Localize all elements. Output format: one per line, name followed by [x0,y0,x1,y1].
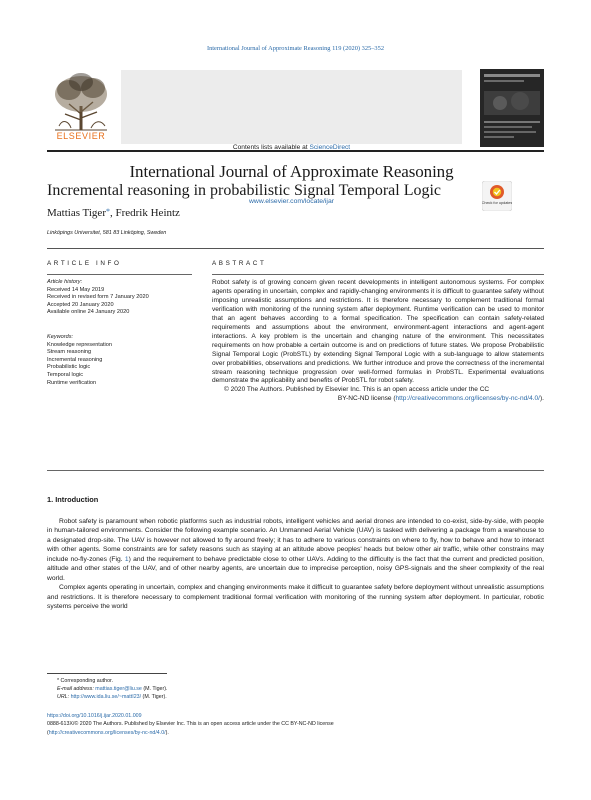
journal-url-link[interactable]: www.elsevier.com/locate/ijar [249,198,334,205]
history-item: Received 14 May 2019 [47,286,105,293]
author-separator: , [109,207,116,219]
doi-link[interactable]: https://doi.org/10.1016/j.ijar.2020.01.009 [47,713,142,719]
doi-license-link[interactable]: http://creativecommons.org/licenses/by-nc-nd/4.0/ [48,729,166,736]
abstract-license-line-2 [212,395,544,404]
license-link[interactable]: http://creativecommons.org/licenses/by-nc-nd/4.0/ [395,395,540,403]
article-history [47,279,197,317]
keyword-item: Stream reasoning [47,349,92,356]
keywords-label: Keywords: [47,334,74,340]
paragraph-text: ) and the requirement to behave predictable close to other UAVs. Adding to the difficulty is the fact that the current and predicted position, altitude and other states of the UAV, and of other nearby agents, are uncertain due to imprecise perception, noisy GPS-signals and the sheer complexity of the real world. [47,555,544,582]
figure-reference-link[interactable]: 1 [124,555,129,563]
footnote-corresponding [47,677,544,685]
license-prefix: BY-NC-ND license ( [337,395,396,403]
footnote-url [47,693,544,701]
abstract-body [212,279,544,404]
keyword-item: Temporal logic [47,371,84,378]
abstract-rule [212,274,544,275]
running-head[interactable]: International Journal of Approximate Reasoning 119 (2020) 325–352 [206,45,385,52]
body-paragraph: Complex agents operating in uncertain, complex and changing environments make it difficult to guarantee safety before deployment without unrealistic assumptions and restrictions. It is therefore necessary to complement traditional formal verification with monitoring of the running system after deployment. In particular, robotic systems perceive the world [47,584,544,611]
keyword-item: Runtime verification [47,379,97,386]
check-for-updates-badge[interactable] [482,181,512,211]
history-item: Available online 24 January 2020 [47,309,130,316]
abstract-heading: ABSTRACT [212,260,267,267]
contents-prefix: Contents lists available at [232,144,310,151]
homepage-link[interactable]: http://www.ida.liu.se/~mattI23/ [70,694,142,701]
issn-line: 0888-613X/© 2020 The Authors. Published by Elsevier Inc. This is an open access article under the CC BY-NC-ND license [47,721,334,728]
author-name: Fredrik Heintz [115,207,180,219]
article-info-rule [47,274,192,275]
keyword-item: Probabilistic logic [47,364,91,371]
doi-block [47,712,544,737]
keyword-item: Incremental reasoning [47,356,103,363]
email-label: E-mail address: [57,686,94,693]
sciencedirect-link[interactable]: ScienceDirect [309,144,351,151]
license-close: ). [165,729,169,736]
paragraph-text: Robot safety is paramount when robotic platforms such as industrial robots, intelligent vehicles and aerial drones are intended to co-exist, side-by-side, with people in human-tailored environments. Consider the following example scenario. An Unmanned Aerial Vehicle (UAV) is tasked with delivering a package from a warehouse to a designated drop-site. The UAV is however not allowed to fly around freely; it has to adhere to various constraints on where to fly, how to behave and how to interact with other agents. Some constraints are for safety reasons such as staying at an altitude above peoples' heads but below other air traffic, while other constrains may include no-fly-zones (Fig. [47,518,544,563]
abstract-license-line: © 2020 The Authors. Published by Elsevier Inc. This is an open access article under the CC [224,386,490,394]
url-label: URL: [57,694,70,701]
footnote-star: * [57,678,60,684]
badge-text: Check for updates [482,201,512,205]
author-name: Mattias Tiger [47,207,106,219]
footnote-text: Corresponding author. [60,678,113,684]
footnote-email [47,685,544,693]
url-suffix: (M. Tiger). [141,694,167,701]
introduction-body [47,517,544,612]
introduction-heading: 1. Introduction [47,495,99,504]
check-for-updates-icon [482,181,512,211]
footnote-rule [47,673,167,674]
section-rule [47,248,544,249]
article-info-heading: ARTICLE INFO [47,260,122,267]
license-suffix: ). [540,395,544,403]
author-list [47,207,180,219]
corresponding-author-marker[interactable]: * [105,207,110,216]
body-paragraph [47,517,544,583]
history-item: Accepted 20 January 2020 [47,301,114,308]
journal-cover-image [480,69,544,147]
history-label: Article history: [47,279,83,285]
doi-license-line [47,729,544,737]
footnotes [47,677,544,702]
keywords-list [47,334,197,387]
journal-title: International Journal of Approximate Reasoning [129,162,454,181]
email-suffix: (M. Tiger). [141,686,168,693]
affiliation: Linköpings Universitet, 581 83 Linköping, Sweden [47,230,167,236]
history-item: Received in revised form 7 January 2020 [47,294,149,301]
abstract-paragraph: Robot safety is of growing concern given recent developments in intelligent autonomous systems. For complex agents operating in uncertain, complex and rapidly-changing environments it is difficult to guarantee safety without imposing unrealistic assumptions and restrictions. It is therefore necessary to complement traditional formal verification with monitoring of the running system after deployment. Runtime verification can be used to monitor that an agent behaves according to a formal specification. The specification can contain safety-related requirements and assumptions about the environment, environment-agent interactions and agent-agent interactions. A key problem is the uncertain and changing nature of the environment. This necessitates requirements on how probable a certain outcome is and on predictions of future states. We propose Probabilistic Signal Temporal Logic (ProbSTL) by extending Signal Temporal Logic with a sub-language to allow statements over probabilities, observations and predictions. We further introduce and prove the correctness of the incremental stream reasoning technique progression over well-formed formulas in ProbSTL. Experimental evaluations demonstrate the applicability and benefits of ProbSTL for robot safety. [212,279,544,385]
license-open: ( [47,729,49,736]
email-link[interactable]: mattias.tiger@liu.se [95,686,142,693]
header-rule [47,150,544,152]
paper-title: Incremental reasoning in probabilistic Signal Temporal Logic [47,182,442,199]
keyword-item: Knowledge representation [47,341,112,348]
elsevier-wordmark: ELSEVIER [56,131,106,141]
elsevier-tree-icon [47,70,115,132]
abstract-end-rule [47,470,544,471]
